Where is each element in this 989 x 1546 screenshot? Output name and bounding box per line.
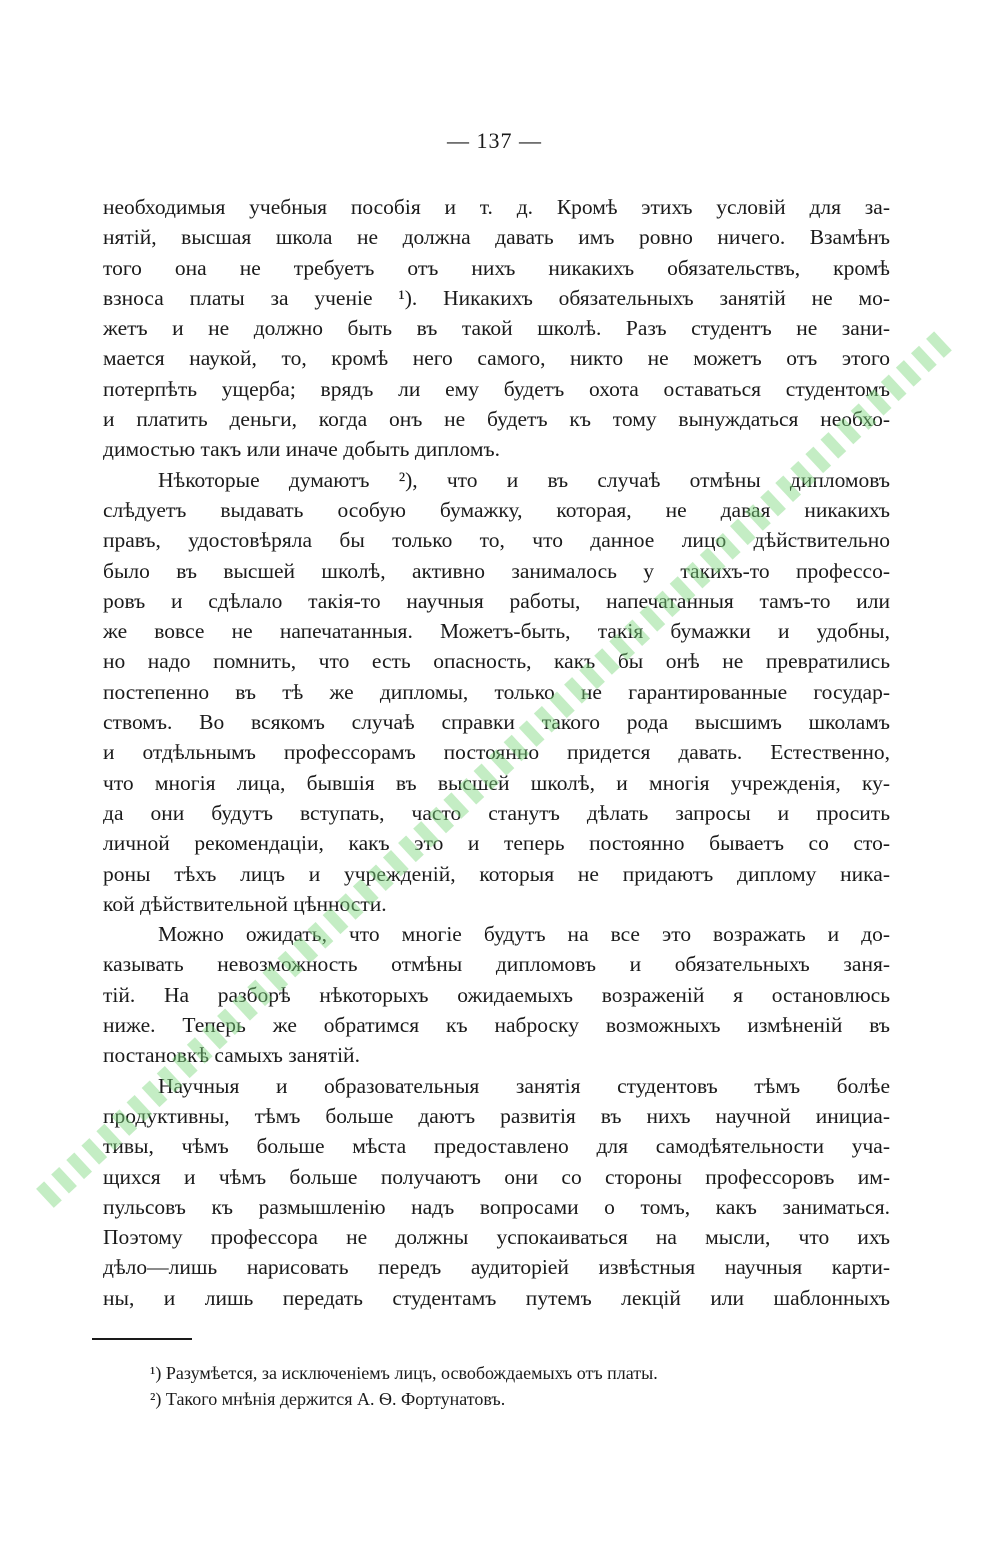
text-line: роны тѣхъ лицъ и учрежденій, которыя не придаютъ диплому ника-	[103, 861, 890, 886]
text-line: нятій, высшая школа не должна давать имъ ровно ничего. Взамѣнъ	[103, 225, 890, 250]
text-line: постановкѣ самыхъ занятій.	[103, 1043, 360, 1068]
watermark-mark	[896, 360, 922, 387]
text-line: и платить деньги, когда онъ не будетъ къ тому вынуждаться необхо-	[103, 407, 890, 432]
text-line: Научныя и образовательныя занятія студентовъ тѣмъ болѣе	[158, 1073, 890, 1098]
watermark-mark	[36, 1181, 62, 1208]
watermark-mark	[926, 331, 952, 358]
footnote-text: Такого мнѣнія держится А. Ѳ. Фортунатовъ.	[165, 1389, 506, 1409]
watermark-mark	[66, 1153, 92, 1180]
watermark-mark	[51, 1167, 77, 1194]
text-line: жетъ и не должно быть въ такой школѣ. Разъ студентъ не зани-	[103, 316, 890, 341]
text-line: кой дѣйствительной цѣнности.	[103, 891, 387, 916]
footnotes	[150, 1360, 870, 1412]
text-line: продуктивны, тѣмъ больше даютъ развитія въ нихъ научной инициа-	[103, 1103, 890, 1128]
text-line: ниже. Теперь же обратимся къ наброску возможныхъ измѣненій въ	[103, 1013, 890, 1038]
text-line: ствомъ. Во всякомъ случаѣ справки такого рода высшимъ школамъ	[103, 710, 890, 735]
footnote-mark: ²)	[150, 1389, 162, 1409]
footnote-item	[150, 1386, 870, 1412]
text-line: дѣло—лишь нарисовать передъ аудиторіей извѣстныя научныя карти-	[103, 1255, 890, 1280]
text-line: личной рекомендаціи, какъ это и теперь постоянно бываетъ со сто-	[103, 831, 890, 856]
text-line: необходимыя учебныя пособія и т. д. Кромѣ этихъ условій для за-	[103, 195, 890, 219]
text-line: того она не требуетъ отъ нихъ никакихъ обязательствъ, кромѣ	[103, 255, 890, 280]
text-line: ны, и лишь передать студентамъ путемъ лекцій или шаблонныхъ	[103, 1285, 890, 1310]
text-line: постепенно въ тѣ же дипломы, только не гарантированные государ-	[103, 679, 890, 704]
footnote-mark: ¹)	[150, 1363, 162, 1383]
footnote-item	[150, 1360, 870, 1386]
text-line: Поэтому профессора не должны успокаиваться на мысли, что ихъ	[103, 1225, 890, 1250]
text-line: да они будутъ вступать, часто станутъ дѣлать запросы и просить	[103, 800, 890, 825]
text-line: казывать невозможность отмѣны дипломовъ и обязательныхъ заня-	[103, 952, 890, 977]
page-number: — 137 —	[447, 128, 542, 153]
text-line: правъ, удостовѣряла бы только то, что данное лицо дѣйствительно	[103, 528, 890, 553]
text-line: взноса платы за ученіе ¹). Никакихъ обязательныхъ занятій не мо-	[103, 285, 890, 310]
text-line: пульсовъ къ размышленію надъ вопросами о томъ, какъ заниматься.	[103, 1194, 890, 1219]
text-line: Можно ожидать, что многіе будутъ на все это возражать и до-	[158, 922, 890, 947]
text-line: Нѣкоторые думаютъ ²), что и въ случаѣ отмѣны дипломовъ	[158, 467, 890, 492]
text-line: тивы, чѣмъ больше мѣста предоставлено для самодѣятельности уча-	[103, 1134, 890, 1159]
text-line: и отдѣльнымъ профессорамъ постоянно придется давать. Естественно,	[103, 740, 890, 765]
text-line: было въ высшей школѣ, активно занималось у такихъ-то профессо-	[103, 558, 890, 583]
text-line: тій. На разборѣ нѣкоторыхъ ожидаемыхъ возраженій я остановлюсь	[103, 982, 890, 1007]
text-line: что многія лица, бывшія въ высшей школѣ, и многія учрежденія, ку-	[103, 770, 890, 795]
footnote-text: Разумѣется, за исключеніемъ лицъ, освобождаемыхъ отъ платы.	[165, 1363, 658, 1383]
main-text	[103, 192, 890, 1313]
text-line: слѣдуетъ выдавать особую бумажку, которая, не давая никакихъ	[103, 497, 890, 522]
text-line: мается наукой, то, кромѣ него самого, никто не можетъ отъ этого	[103, 346, 890, 371]
text-line: же вовсе не напечатанныя. Можетъ-быть, такія бумажки и удобны,	[103, 619, 890, 644]
footnote-divider	[92, 1338, 192, 1340]
watermark-mark	[911, 346, 937, 373]
text-line: потерпѣть ущерба; врядъ ли ему будетъ охота оставаться студентомъ	[103, 376, 890, 401]
text-line: щихся и чѣмъ больше получаютъ они со стороны профессоровъ им-	[103, 1164, 890, 1189]
text-line: но надо помнить, что есть опасность, какъ бы онѣ не превратились	[103, 649, 890, 674]
text-line: ровъ и сдѣлало такія-то научныя работы, напечатанныя тамъ-то или	[103, 588, 890, 613]
text-line: димостью такъ или иначе добыть дипломъ.	[103, 437, 500, 462]
